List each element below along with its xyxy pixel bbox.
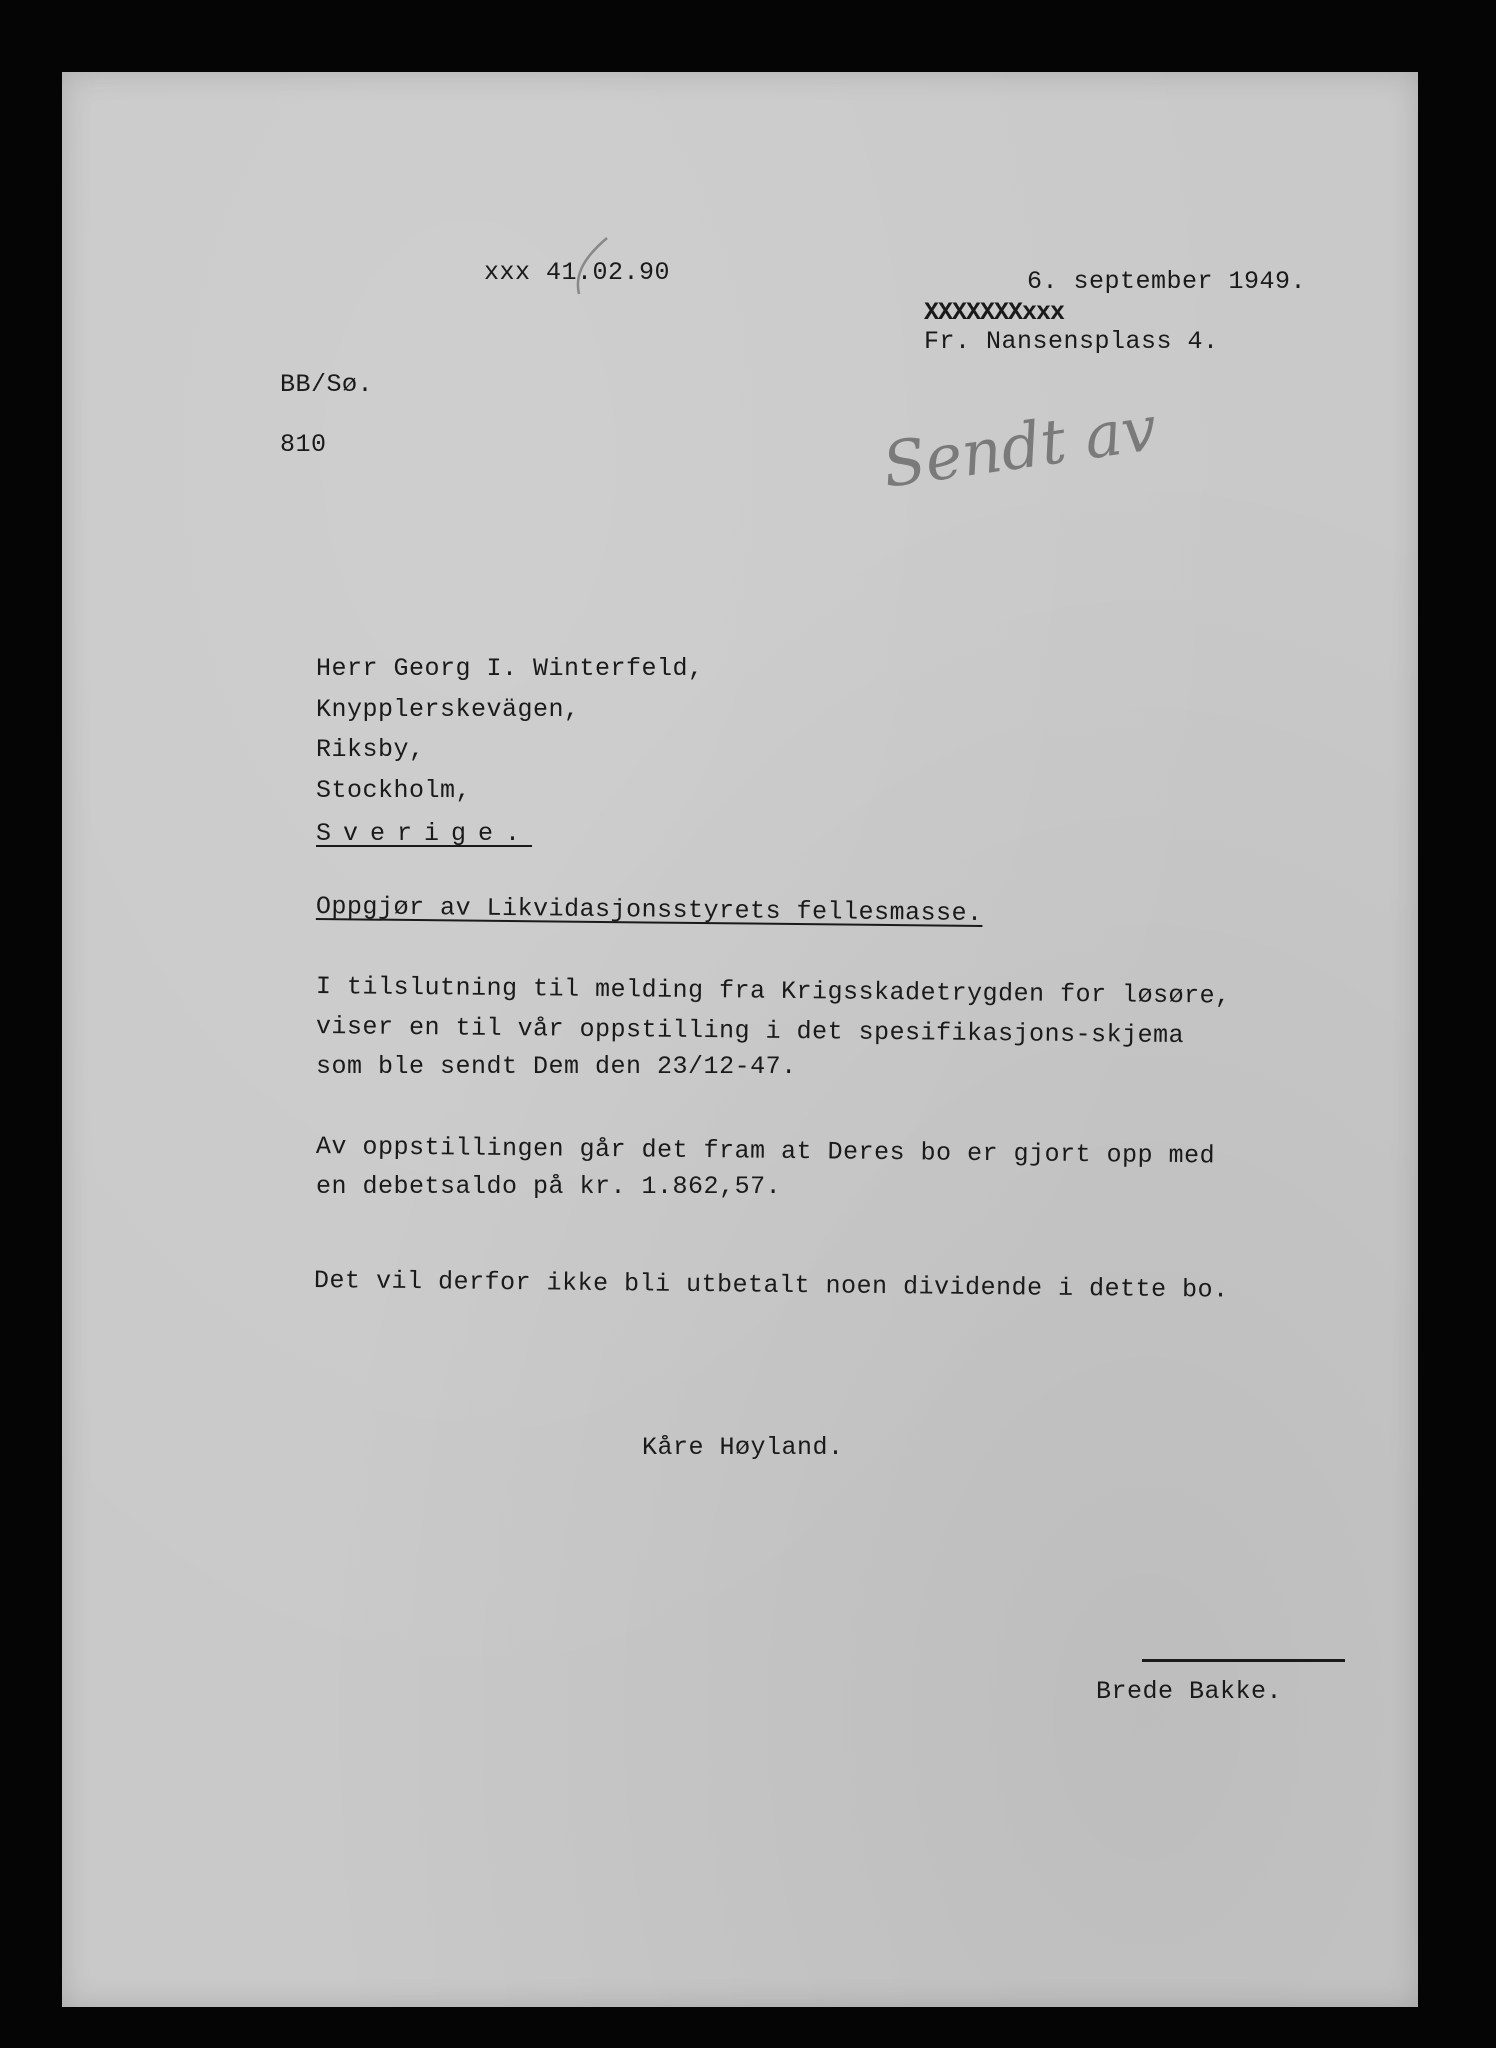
paragraph-3: Det vil derfor ikke bli utbetalt noen dividende i dette bo.	[313, 1266, 1229, 1305]
subject-line: Oppgjør av Likvidasjonsstyrets fellesmasse.	[315, 892, 983, 928]
paragraph-2-line-2: en debetsaldo på kr. 1.862,57.	[316, 1172, 782, 1201]
paragraph-1-line-2: viser en til vår oppstilling i det spesifikasjons-skjema	[315, 1012, 1185, 1051]
file-reference: xxx 41.02.90	[484, 258, 671, 287]
handwritten-note: Sendt av	[878, 391, 1162, 502]
signatory-1: Kåre Høyland.	[642, 1433, 844, 1462]
letter-date: 6. september 1949.	[1027, 267, 1307, 296]
recipient-district: Riksby,	[316, 735, 425, 764]
paper-sheet	[62, 72, 1418, 2007]
recipient-city: Stockholm,	[316, 776, 472, 805]
sender-address: Fr. Nansensplass 4.	[924, 327, 1219, 356]
signatory-2: Brede Bakke.	[1096, 1677, 1283, 1706]
reference-initials: BB/Sø.	[280, 370, 374, 399]
paragraph-1-line-1: I tilslutning til melding fra Krigsskadetrygden for løsøre,	[315, 972, 1231, 1011]
signature-line	[1142, 1659, 1345, 1662]
paragraph-2-line-1: Av oppstillingen går det fram at Deres bo er gjort opp med	[315, 1132, 1216, 1171]
reference-number: 810	[280, 430, 327, 459]
recipient-country: Sverige.	[316, 819, 533, 848]
recipient-street: Knypplerskevägen,	[316, 695, 580, 724]
struck-out-text: XXXXXXXxxx	[924, 298, 1065, 327]
paragraph-1-line-3: som ble sendt Dem den 23/12-47.	[316, 1052, 797, 1081]
recipient-name: Herr Georg I. Winterfeld,	[316, 654, 704, 683]
